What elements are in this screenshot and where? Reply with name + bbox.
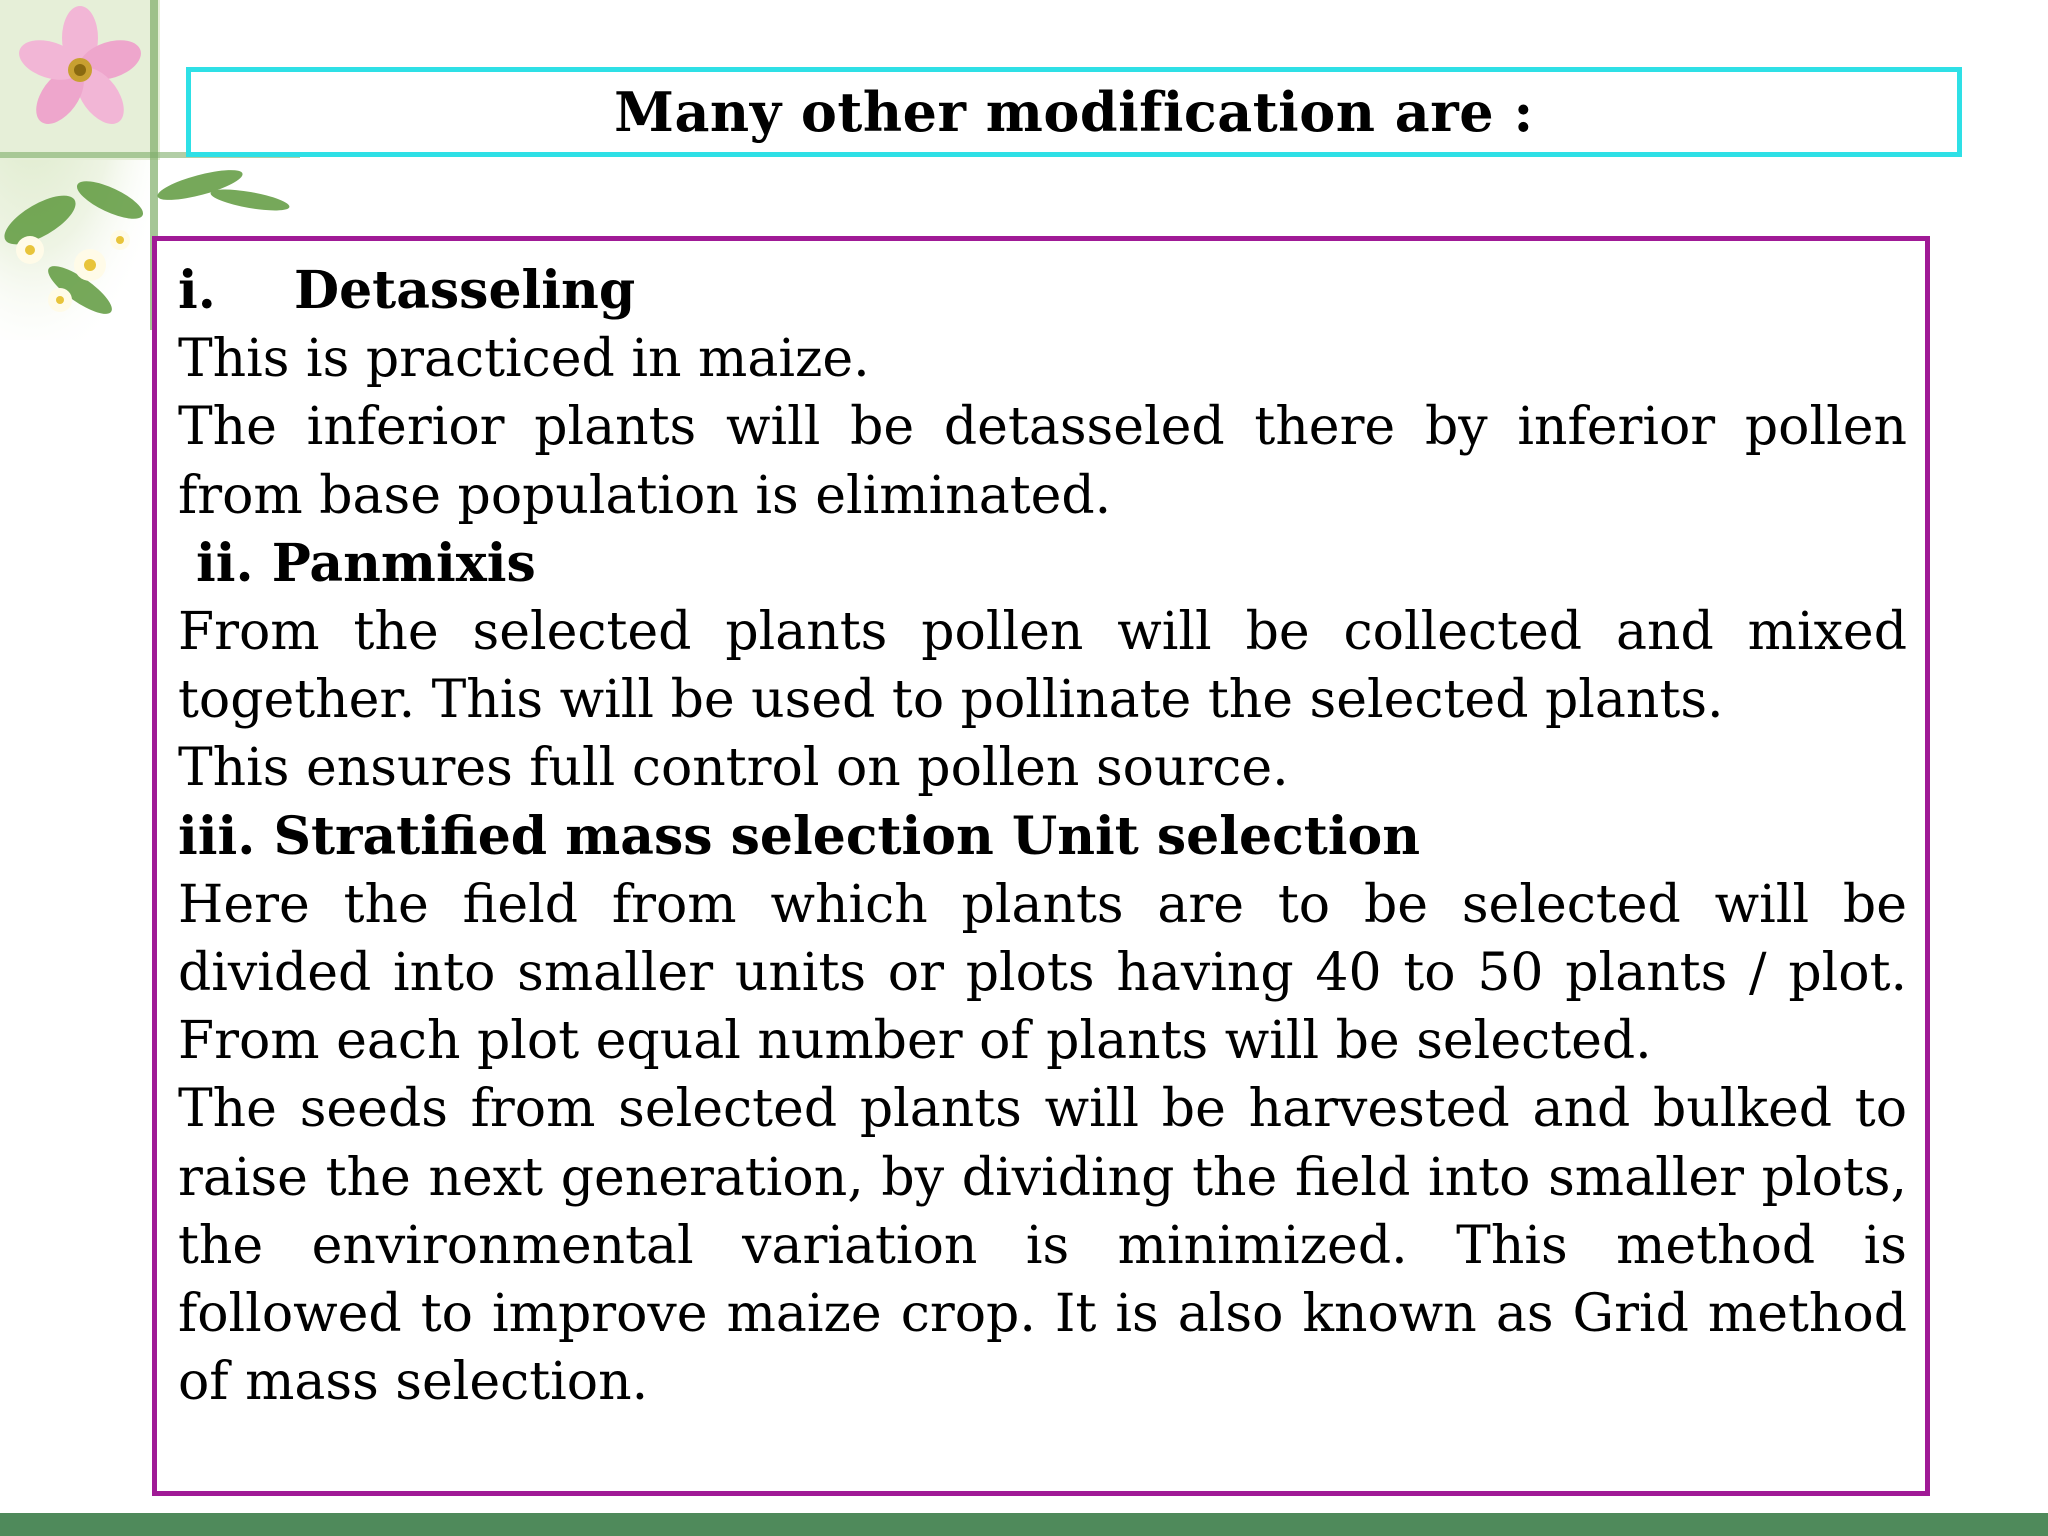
slide-title-box: [186, 67, 1962, 157]
bottom-bar: [0, 1513, 2048, 1536]
content-box: [152, 236, 1930, 1496]
slide-title: Many other modification are :: [614, 80, 1534, 144]
paragraph: The seeds from selected plants will be harvested and bulked to raise the next generation, by dividing the field into smaller plots, the environmental variation is minimized. This method is followed to improve maize crop. It is also known as Grid method of mass selection.: [178, 1079, 1907, 1413]
paragraph: Here the field from which plants are to be selected will be divided into smaller units or plots having 40 to 50 plants / plot. From each plot equal number of plants will be selected.: [178, 874, 1907, 1072]
section-heading-detasseling: [178, 257, 1907, 325]
section-heading-stratified: iii. Stratified mass selection Unit selection: [178, 805, 1421, 867]
section-number: i.: [178, 260, 216, 321]
paragraph: This ensures full control on pollen source.: [178, 738, 1289, 799]
paragraph: From the selected plants pollen will be collected and mixed together. This will be used to pollinate the selected plants.: [178, 602, 1907, 731]
section-heading-panmixis: ii. Panmixis: [196, 532, 536, 594]
section-title: Detasseling: [294, 260, 636, 321]
paragraph: The inferior plants will be detasseled there by inferior pollen from base population is eliminated.: [178, 397, 1907, 526]
paragraph: This is practiced in maize.: [178, 329, 870, 390]
